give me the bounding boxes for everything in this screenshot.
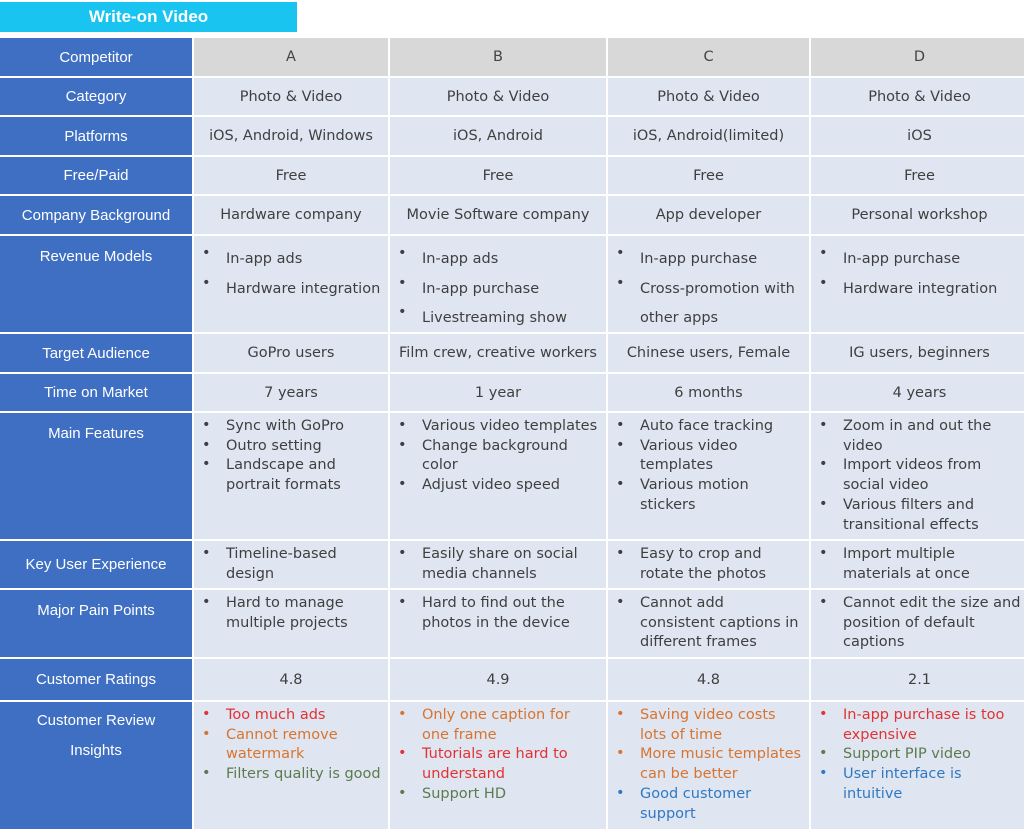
free-paid-b: Free bbox=[390, 157, 606, 194]
list-item: • Cannot edit the size and position of default captions bbox=[819, 594, 1021, 651]
insights-a bbox=[194, 702, 388, 829]
revenue-b bbox=[390, 236, 606, 332]
row-label-ratings: Customer Ratings bbox=[0, 659, 192, 700]
time-b: 1 year bbox=[390, 374, 606, 411]
audience-a: GoPro users bbox=[194, 334, 388, 372]
platforms-d: iOS bbox=[811, 117, 1024, 155]
rating-b: 4.9 bbox=[390, 659, 606, 700]
list-item: • Hardware integration bbox=[819, 274, 998, 297]
platforms-c: iOS, Android(limited) bbox=[608, 117, 809, 155]
insights-b bbox=[390, 702, 606, 829]
category-d: Photo & Video bbox=[811, 78, 1024, 115]
list-item: • In-app purchase bbox=[398, 274, 540, 297]
list-item: • In-app purchase is too expensive bbox=[819, 706, 1005, 743]
list-item: • In-app purchase bbox=[616, 245, 758, 267]
list-item: • Landscape and portrait formats bbox=[202, 456, 341, 494]
list-item: • Saving video costs lots of time bbox=[616, 706, 776, 743]
platforms-b: iOS, Android bbox=[390, 117, 606, 155]
audience-d: IG users, beginners bbox=[811, 334, 1024, 372]
row-label-free-paid: Free/Paid bbox=[0, 157, 192, 194]
page-title: Write-on Video bbox=[0, 2, 297, 32]
list-item: • Only one caption for one frame bbox=[398, 706, 570, 743]
audience-b: Film crew, creative workers bbox=[390, 334, 606, 372]
pain-a bbox=[194, 590, 388, 657]
list-item: • Various video templates bbox=[398, 417, 598, 434]
list-item: • Support PIP video bbox=[819, 745, 971, 763]
features-a bbox=[194, 413, 388, 539]
row-label-ux: Key User Experience bbox=[0, 541, 192, 588]
ux-b bbox=[390, 541, 606, 588]
list-item: • Good customer support bbox=[616, 784, 752, 822]
features-b bbox=[390, 413, 606, 539]
list-item: • Various filters and transitional effects bbox=[819, 495, 979, 533]
pain-d bbox=[811, 590, 1024, 657]
company-c: App developer bbox=[608, 196, 809, 234]
list-item: • User interface is intuitive bbox=[819, 765, 962, 802]
row-label-insights-line1: Customer Review bbox=[36, 712, 156, 729]
list-item: • Hardware integration bbox=[202, 274, 381, 297]
header-c: C bbox=[608, 38, 809, 76]
list-item: • Hard to find out the photos in the device bbox=[398, 594, 570, 631]
list-item: • In-app ads bbox=[398, 245, 499, 267]
category-a: Photo & Video bbox=[194, 78, 388, 115]
list-item: • Cross-promotion with other apps bbox=[616, 274, 795, 326]
free-paid-c: Free bbox=[608, 157, 809, 194]
rating-d: 2.1 bbox=[811, 659, 1024, 700]
list-item: • Filters quality is good bbox=[202, 765, 381, 783]
list-item: • In-app ads bbox=[202, 245, 303, 267]
list-item: • Hard to manage multiple projects bbox=[202, 594, 348, 631]
list-item: • Outro setting bbox=[202, 436, 322, 454]
list-item: • Cannot remove watermark bbox=[202, 725, 338, 763]
insights-d bbox=[811, 702, 1024, 829]
row-label-pain: Major Pain Points bbox=[0, 590, 192, 657]
list-item: • Import multiple materials at once bbox=[819, 545, 970, 582]
ux-c bbox=[608, 541, 809, 588]
list-item: • Zoom in and out the video bbox=[819, 417, 992, 454]
list-item: • Various motion stickers bbox=[616, 476, 749, 513]
header-b: B bbox=[390, 38, 606, 76]
list-item: • Livestreaming show bbox=[398, 304, 567, 326]
company-d: Personal workshop bbox=[811, 196, 1024, 234]
list-item: • Auto face tracking bbox=[616, 417, 774, 434]
time-a: 7 years bbox=[194, 374, 388, 411]
time-c: 6 months bbox=[608, 374, 809, 411]
list-item: • Easy to crop and rotate the photos bbox=[616, 545, 767, 582]
ux-a bbox=[194, 541, 388, 588]
rating-c: 4.8 bbox=[608, 659, 809, 700]
company-a: Hardware company bbox=[194, 196, 388, 234]
list-item: • Easily share on social media channels bbox=[398, 545, 578, 582]
row-label-time: Time on Market bbox=[0, 374, 192, 411]
list-item: • More music templates can be better bbox=[616, 745, 802, 783]
row-label-revenue: Revenue Models bbox=[0, 236, 192, 332]
comparison-table bbox=[0, 38, 1024, 829]
header-d: D bbox=[811, 38, 1024, 76]
rating-a: 4.8 bbox=[194, 659, 388, 700]
row-label-company: Company Background bbox=[0, 196, 192, 234]
ux-d bbox=[811, 541, 1024, 588]
pain-b bbox=[390, 590, 606, 657]
revenue-c bbox=[608, 236, 809, 332]
header-competitor: Competitor bbox=[0, 38, 192, 76]
free-paid-a: Free bbox=[194, 157, 388, 194]
pain-c bbox=[608, 590, 809, 657]
list-item: • Timeline-based design bbox=[202, 545, 337, 582]
list-item: • Sync with GoPro bbox=[202, 417, 345, 434]
list-item: • Too much ads bbox=[202, 706, 326, 723]
row-label-category: Category bbox=[0, 78, 192, 115]
category-c: Photo & Video bbox=[608, 78, 809, 115]
row-label-platforms: Platforms bbox=[0, 117, 192, 155]
row-label-features: Main Features bbox=[0, 413, 192, 539]
list-item: • Tutorials are hard to understand bbox=[398, 745, 568, 783]
audience-c: Chinese users, Female bbox=[608, 334, 809, 372]
list-item: • Cannot add consistent captions in different frames bbox=[616, 594, 799, 651]
list-item: • Adjust video speed bbox=[398, 476, 560, 494]
time-d: 4 years bbox=[811, 374, 1024, 411]
category-b: Photo & Video bbox=[390, 78, 606, 115]
list-item: • Change background color bbox=[398, 436, 568, 474]
revenue-a bbox=[194, 236, 388, 332]
platforms-a: iOS, Android, Windows bbox=[194, 117, 388, 155]
header-a: A bbox=[194, 38, 388, 76]
insights-c bbox=[608, 702, 809, 829]
revenue-d bbox=[811, 236, 1024, 332]
list-item: • In-app purchase bbox=[819, 245, 961, 267]
features-d bbox=[811, 413, 1024, 539]
list-item: • Various video templates bbox=[616, 436, 738, 474]
list-item: • Support HD bbox=[398, 784, 506, 802]
list-item: • Import videos from social video bbox=[819, 456, 982, 494]
company-b: Movie Software company bbox=[390, 196, 606, 234]
row-label-insights-line2: Insights bbox=[70, 742, 122, 759]
row-label-insights bbox=[0, 702, 192, 829]
features-c bbox=[608, 413, 809, 539]
row-label-audience: Target Audience bbox=[0, 334, 192, 372]
free-paid-d: Free bbox=[811, 157, 1024, 194]
